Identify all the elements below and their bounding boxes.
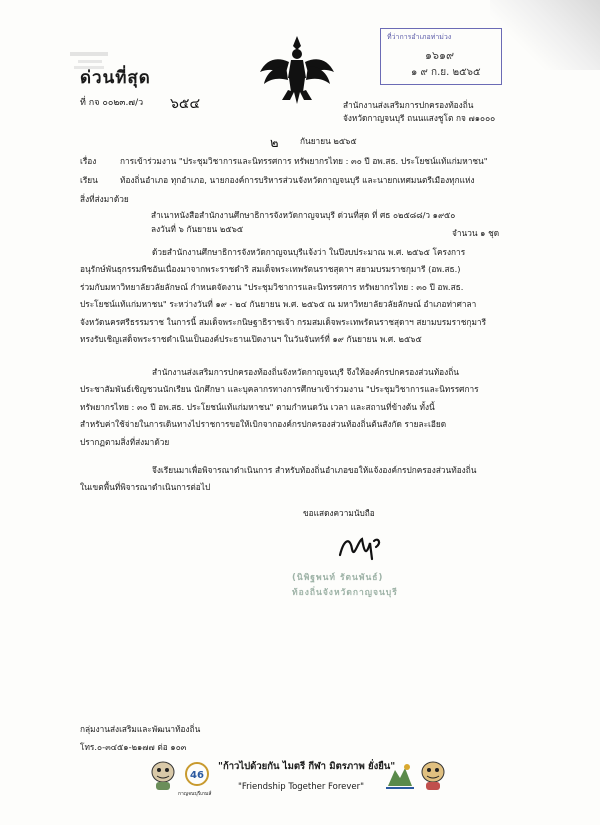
stamp-office: ที่ว่าการอำเภอท่าม่วง <box>387 33 452 41</box>
attachment-line-1: สำเนาหนังสือสำนักงานศึกษาธิการจังหวัดกาญจนบุรี ด่วนที่สุด ที่ ศธ ๐๒๕๘๘/ว ๑๙๕๐ <box>151 210 456 220</box>
stamp-received-number: ๑๖๑๙ <box>425 49 455 62</box>
paragraph-line: ประชาสัมพันธ์เชิญชวนนักเรียน นักศึกษา และบุคลากรทางการศึกษาเข้าร่วมงาน "ประชุมวิชาการและนิทรรศการ <box>80 384 479 395</box>
paragraph-line: จังหวัดนครศรีธรรมราช ในการนี้ สมเด็จพระกนิษฐาธิราชเจ้า กรมสมเด็จพระเทพรัตนราชสุดาฯ สยามบรมราชกุมารี <box>80 316 487 327</box>
date-month-year: กันยายน ๒๕๖๕ <box>300 136 357 146</box>
paragraph-line: จึงเรียนมาเพื่อพิจารณาดำเนินการ สำหรับท้องถิ่นอำเภอขอให้แจ้งองค์กรปกครองส่วนท้องถิ่น <box>152 465 477 475</box>
page-fold-shadow <box>490 0 600 70</box>
games-logo-label: กาญจนบุรีเกมส์ <box>178 791 212 797</box>
paragraph-line: ทรงรับเชิญเสด็จพระราชดำเนินเป็นองค์ประธานเปิดงานฯ ในวันจันทร์ที่ ๑๙ กันยายน พ.ศ. ๒๕๖๕ <box>80 334 422 345</box>
signer-title-stamp: ท้องถิ่นจังหวัดกาญจนบุรี <box>292 588 398 598</box>
garuda-emblem-icon <box>258 32 336 110</box>
attachment-line-2: ลงวันที่ ๖ กันยายน ๒๕๖๕ <box>151 224 244 234</box>
slogan-english: "Friendship Together Forever" <box>238 782 365 792</box>
paragraph-line: ร่วมกับมหาวิทยาลัยวลัยลักษณ์ กำหนดจัดงาน "ประชุมวิชาการและนิทรรศการ ทรัพยากรไทย : ๓๐ ปี อพ.สธ. <box>80 281 464 292</box>
paragraph-line: ด้วยสำนักงานศึกษาธิการจังหวัดกาญจนบุรีแจ้งว่า ในปีงบประมาณ พ.ศ. ๒๕๖๕ โครงการ <box>152 247 466 257</box>
receiving-stamp <box>380 28 502 85</box>
paragraph-line: สำนักงานส่งเสริมการปกครองท้องถิ่นจังหวัดกาญจนบุรี จึงให้องค์กรปกครองส่วนท้องถิ่น <box>152 367 459 377</box>
attachment-label: สิ่งที่ส่งมาด้วย <box>80 194 129 204</box>
paragraph-line: อนุรักษ์พันธุกรรมพืชอันเนื่องมาจากพระราชดำริ สมเด็จพระเทพรัตนราชสุดาฯ สยามบรมราชกุมารี (อพ.สธ.) <box>80 264 461 275</box>
signer-name-stamp: (นิพิฐพนท์ รัตนพันธ์) <box>292 573 384 583</box>
signature-icon <box>336 533 386 563</box>
date-day: ๒ <box>270 136 279 151</box>
slogan-thai: "ก้าวไปด้วยกัน ไมตรี กีฬา มิตรภาพ ยั่งยืน" <box>218 761 396 772</box>
body-paragraph-1 <box>80 244 525 348</box>
mascot-logo-icon <box>148 758 178 792</box>
closing-regards: ขอแสดงความนับถือ <box>303 508 375 518</box>
urgent-label: ด่วนที่สุด <box>80 68 151 88</box>
subject-label: เรื่อง <box>80 156 97 166</box>
attachment-count: จำนวน ๑ ชุด <box>452 228 500 238</box>
paragraph-line: สำหรับค่าใช้จ่ายในการเดินทางไปราชการขอให้เบิกจากองค์กรปกครองส่วนท้องถิ่นต้นสังกัด รายละเอียด <box>80 419 447 430</box>
paragraph-line: ประโยชน์แท้แก่มหาชน" ระหว่างวันที่ ๑๙ - ๒๔ กันยายน พ.ศ. ๒๕๖๕ ณ มหาวิทยาลัยวลัยลักษณ์ อำเภอท่าศาลา <box>80 299 477 310</box>
body-paragraph-3 <box>80 462 525 497</box>
paragraph-line: ปรากฏตามสิ่งที่ส่งมาด้วย <box>80 436 170 447</box>
department-name: กลุ่มงานส่งเสริมและพัฒนาท้องถิ่น <box>80 724 201 734</box>
recipient-text: ท้องถิ่นอำเภอ ทุกอำเภอ, นายกองค์การบริหารส่วนจังหวัดกาญจนบุรี และนายกเทศมนตรีเมืองทุกแห่ง <box>120 175 475 185</box>
department-phone: โทร.๐-๓๔๕๑-๒๑๗๗ ต่อ ๑๐๓ <box>80 742 187 752</box>
svg-text:46: 46 <box>190 770 204 781</box>
office-address: จังหวัดกาญจนบุรี ถนนแสงชูโต กจ ๗๑๐๐๐ <box>343 113 496 123</box>
mascot-logo-right-icon <box>418 758 448 792</box>
body-paragraph-2 <box>80 364 525 451</box>
document-number-prefix: ที่ กจ ๐๐๒๓.๗/ว <box>80 98 144 108</box>
province-emblem-icon <box>383 760 417 794</box>
paragraph-line: ทรัพยากรไทย : ๓๐ ปี อพ.สธ. ประโยชน์แท้แก่มหาชน" ตามกำหนดวัน เวลา และสถานที่ข้างต้น ทั้งนี้ <box>80 401 435 412</box>
office-name: สำนักงานส่งเสริมการปกครองท้องถิ่น <box>343 100 474 110</box>
subject-text: การเข้าร่วมงาน "ประชุมวิชาการและนิทรรศการ ทรัพยากรไทย : ๓๐ ปี อพ.สธ. ประโยชน์แท้แก่มหาชน" <box>120 156 488 166</box>
recipient-label: เรียน <box>80 175 98 185</box>
stamp-received-date: ๑ ๙ ก.ย. ๒๕๖๕ <box>411 67 481 78</box>
document-number: ๖๕๔ <box>170 96 201 112</box>
paragraph-line: ในเขตพื้นที่พิจารณาดำเนินการต่อไป <box>80 482 211 493</box>
